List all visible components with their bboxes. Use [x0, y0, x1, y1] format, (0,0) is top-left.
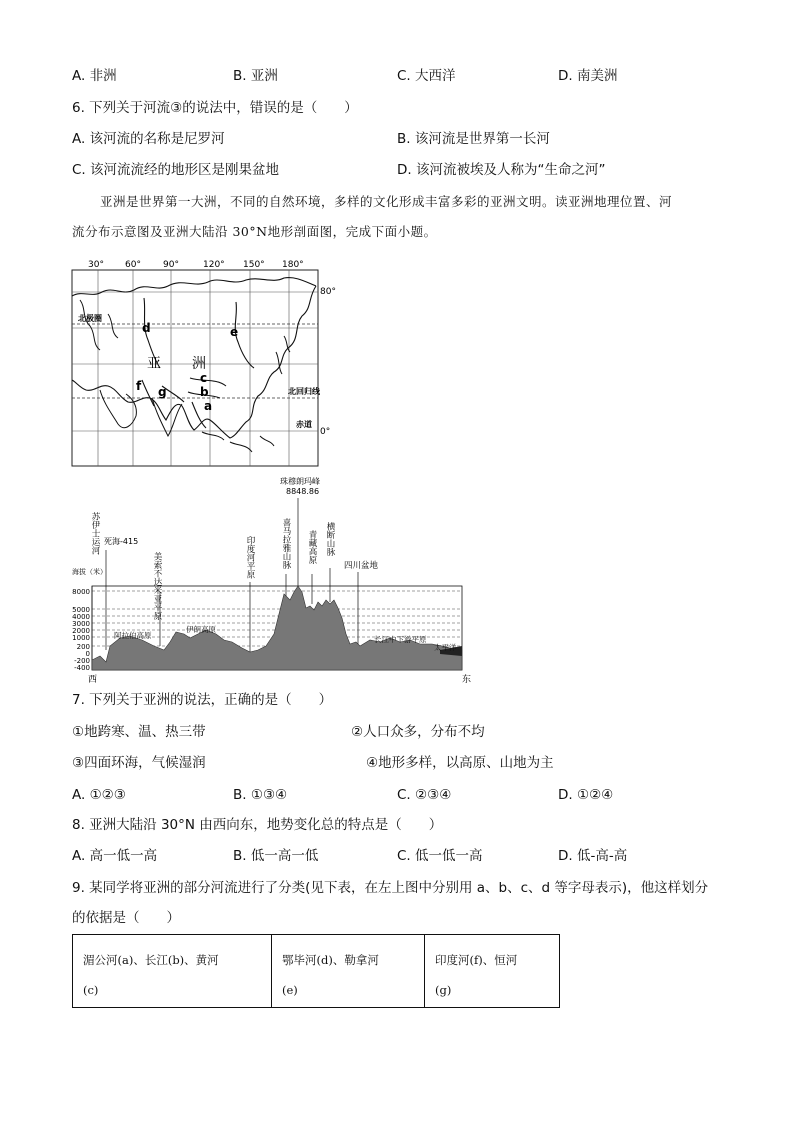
map-tropic-label: 北回归线 [288, 387, 320, 396]
svg-text:5000: 5000 [72, 606, 90, 614]
map-lon-label: 180° [282, 260, 304, 270]
map-lon-label: 60° [125, 260, 141, 270]
river-label-g: g [158, 385, 167, 399]
q6-option-a: A. 该河流的名称是尼罗河 [72, 131, 225, 147]
q7-option-d: D. ①②④ [558, 787, 614, 803]
q5-option-d: D. 南美洲 [558, 68, 618, 84]
river-classification-table [72, 934, 560, 1008]
river-label-b: b [200, 385, 209, 399]
river-label-a: a [204, 399, 213, 413]
map-region-label: 洲 [192, 356, 206, 372]
map-lon-label: 150° [243, 260, 265, 270]
river-label-d: d [142, 321, 151, 335]
q7-statement-1: ①地跨寒、温、热三带 [72, 724, 206, 740]
q7-option-b: B. ①③④ [233, 787, 288, 803]
profile-axis-title: 海拔（米） [72, 568, 107, 576]
table-cell [73, 935, 272, 1008]
intro-line-2: 流分布示意图及亚洲大陆沿 30°N地形剖面图，完成下面小题。 [72, 224, 437, 239]
profile-arabia-label: 阿拉伯高原 [114, 631, 152, 640]
svg-text:200: 200 [76, 643, 90, 651]
svg-text:3000: 3000 [72, 620, 90, 628]
q6-stem: 6. 下列关于河流③的说法中，错误的是（ ） [72, 100, 358, 116]
profile-sichuan-label: 四川盆地 [344, 561, 379, 571]
river-label-c: c [200, 371, 208, 385]
q8-option-c: C. 低一低一高 [397, 848, 483, 864]
q9-stem-line-2: 的依据是（ ） [72, 910, 180, 926]
map-arctic-label: 北极圈 [78, 314, 102, 323]
cell-line: 印度河(f)、恒河 [435, 953, 518, 967]
q5-option-a: A. 非洲 [72, 68, 117, 84]
svg-text:-400: -400 [74, 664, 90, 672]
arabia-coast [100, 390, 136, 428]
map-region-label: 亚 [147, 356, 161, 372]
profile-dead-sea-label: 死海-415 [104, 537, 139, 546]
map-lat-label: 80° [320, 287, 336, 297]
map-equator-label: 赤道 [296, 420, 312, 429]
profile-iran-label: 伊朗高原 [186, 625, 216, 634]
svg-text:-200: -200 [74, 657, 90, 665]
terrain-profile [70, 474, 470, 686]
terrain-silhouette [92, 586, 462, 670]
cell-line: 湄公河(a)、长江(b)、黄河 [83, 953, 219, 967]
svg-text:0: 0 [85, 650, 90, 658]
map-lat-label: 0° [320, 427, 331, 437]
profile-yangtze-label: 长江中下游平原 [374, 635, 427, 644]
profile-mesopotamia-label: 美索不达米亚平原 [152, 552, 162, 620]
q6-option-b: B. 该河流是世界第一长河 [397, 131, 550, 147]
river-label-f: f [136, 379, 142, 393]
map-lon-label: 30° [88, 260, 104, 270]
svg-text:1000: 1000 [72, 634, 90, 642]
q9-stem-line-1: 9. 某同学将亚洲的部分河流进行了分类(见下表，在左上图中分别用 a、b、c、d 等字母表示)，他这样划分 [72, 880, 709, 896]
profile-peak-name: 珠穆朗玛峰 [280, 477, 320, 486]
profile-hengduan-label: 横断山脉 [325, 522, 335, 556]
table-cell [425, 935, 560, 1008]
q5-option-c: C. 大西洋 [397, 68, 456, 84]
profile-ticks [72, 588, 90, 672]
q7-stem: 7. 下列关于亚洲的说法，正确的是（ ） [72, 692, 333, 708]
map-lon-label: 120° [203, 260, 225, 270]
profile-suez-label: 苏伊士运河 [90, 512, 100, 555]
river-label-e: e [230, 325, 239, 339]
q6-option-c: C. 该河流流经的地形区是刚果盆地 [72, 162, 280, 178]
profile-east-label: 东 [462, 675, 472, 685]
cell-line: 鄂毕河(d)、勒拿河 [282, 953, 379, 967]
q7-statement-3: ③四面环海，气候湿润 [72, 755, 206, 771]
q5-option-b: B. 亚洲 [233, 68, 278, 84]
q8-option-a: A. 高一低一高 [72, 848, 158, 864]
q7-option-c: C. ②③④ [397, 787, 452, 803]
table-row [73, 935, 560, 1008]
profile-indus-label: 印度河平原 [245, 536, 255, 579]
profile-himalaya-label: 喜马拉雅山脉 [281, 518, 291, 569]
asia-map [70, 256, 350, 468]
q7-option-a: A. ①②③ [72, 787, 126, 803]
profile-pacific-label: 太平洋 [434, 643, 457, 652]
profile-tibet-label: 青藏高原 [307, 530, 317, 564]
q7-statement-4: ④地形多样，以高原、山地为主 [366, 755, 554, 771]
southeast-asia-islands [202, 432, 274, 452]
svg-text:2000: 2000 [72, 627, 90, 635]
intro-line-1: 亚洲是世界第一大洲，不同的自然环境，多样的文化形成丰富多彩的亚洲文明。读亚洲地理位置、河 [100, 194, 673, 209]
q7-statement-2: ②人口众多，分布不均 [351, 724, 485, 740]
cell-line: (c) [83, 983, 99, 997]
q8-option-d: D. 低-高-高 [558, 848, 628, 864]
q6-option-d: D. 该河流被埃及人称为“生命之河” [397, 162, 606, 178]
map-lon-label: 90° [163, 260, 179, 270]
profile-peak-height: 8848.86 [286, 487, 320, 496]
svg-text:4000: 4000 [72, 613, 90, 621]
q8-stem: 8. 亚洲大陆沿 30°N 由西向东，地势变化总的特点是（ ） [72, 817, 443, 833]
scandinavia-coast [80, 300, 118, 350]
table-cell [272, 935, 425, 1008]
svg-text:8000: 8000 [72, 588, 90, 596]
cell-line: (e) [282, 983, 298, 997]
q8-option-b: B. 低一高一低 [233, 848, 319, 864]
cell-line: (g) [435, 983, 452, 997]
profile-west-label: 西 [88, 675, 98, 685]
